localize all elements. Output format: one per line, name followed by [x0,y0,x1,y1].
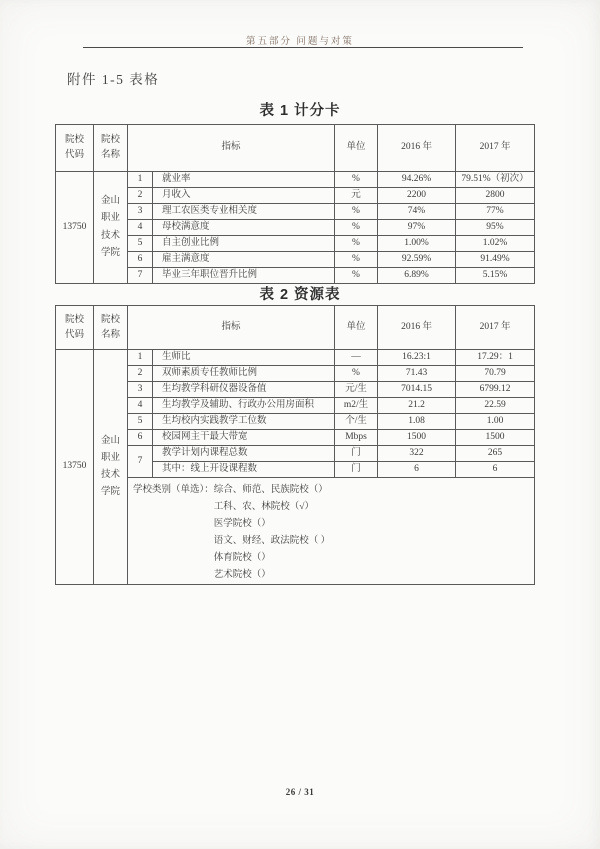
col-header-2017: 2017 年 [456,125,535,172]
indicator-cell: 生均教学科研仪器设备值 [153,382,335,398]
table-row [56,252,535,268]
value-2016-cell: 322 [378,446,456,462]
category-option: 艺术院校（） [213,570,271,580]
value-2016-cell: 97% [378,220,456,236]
value-2017-cell: 95% [456,220,535,236]
value-2016-cell: 94.26% [378,172,456,188]
indicator-cell: 生均校内实践教学工位数 [153,414,335,430]
school-category-options [214,482,330,584]
col-header-2016: 2016 年 [378,125,456,172]
unit-cell: % [335,204,378,220]
col-header-indicator: 指标 [128,125,335,172]
row-number-cell: 3 [128,382,153,398]
category-option: 体育院校（） [213,553,271,563]
value-2016-cell: 92.59% [378,252,456,268]
col-header-2017: 2017 年 [456,306,535,350]
school-category-cell [128,478,535,585]
col-header-college-name: 院校名称 [94,125,128,172]
col-header-college-code: 院校代码 [56,125,94,172]
unit-cell: — [335,350,378,366]
page-header-title: 第五部分 问题与对策 [246,37,354,47]
row-number-cell: 4 [128,398,153,414]
value-2016-cell: 71.43 [378,366,456,382]
indicator-cell: 雇主满意度 [153,252,335,268]
indicator-cell: 双师素质专任教师比例 [153,366,335,382]
college-name-cell: 金山职业技术学院 [94,350,128,585]
table1-title: 表 1 计分卡 [259,103,341,119]
unit-cell: 门 [335,462,378,478]
college-code-cell: 13750 [56,172,94,284]
value-2016-cell: 7014.15 [378,382,456,398]
category-option: 语文、财经、政法院校（ ） [213,536,331,546]
college-code-cell: 13750 [56,350,94,585]
table-header-row [56,306,535,350]
col-header-indicator: 指标 [128,306,335,350]
indicator-cell: 生均教学及辅助、行政办公用房面积 [153,398,335,414]
school-category-row [56,478,535,585]
table-row [56,268,535,284]
table-row [56,414,535,430]
row-number-cell: 7 [128,446,153,478]
table2-title: 表 2 资源表 [259,287,341,303]
value-2017-cell: 70.79 [456,366,535,382]
category-option: 工科、农、林院校（√） [213,502,314,512]
unit-cell: % [335,366,378,382]
value-2016-cell: 6.89% [378,268,456,284]
value-2016-cell: 2200 [378,188,456,204]
college-name-cell: 金山职业技术学院 [94,172,128,284]
row-number-cell: 5 [128,236,153,252]
unit-cell: 个/生 [335,414,378,430]
indicator-cell: 生师比 [153,350,335,366]
value-2016-cell: 1500 [378,430,456,446]
category-option: 综合、师范、民族院校（） [213,485,328,495]
row-number-cell: 2 [128,366,153,382]
col-header-unit: 单位 [335,306,378,350]
table-row [56,382,535,398]
row-number-cell: 1 [128,172,153,188]
value-2016-cell: 1.08 [378,414,456,430]
scorecard-table [55,124,535,284]
indicator-cell: 毕业三年职位晋升比例 [153,268,335,284]
value-2016-cell: 74% [378,204,456,220]
table-row [56,188,535,204]
attachment-label: 附件 1-5 表格 [67,72,160,87]
school-category-block [133,482,530,584]
table-row [56,204,535,220]
table-row [56,236,535,252]
value-2017-cell: 265 [456,446,535,462]
unit-cell: Mbps [335,430,378,446]
value-2016-cell: 21.2 [378,398,456,414]
value-2016-cell: 6 [378,462,456,478]
indicator-cell: 理工农医类专业相关度 [153,204,335,220]
page-number: 26 / 31 [285,787,315,797]
value-2017-cell: 22.59 [456,398,535,414]
value-2017-cell: 91.49% [456,252,535,268]
row-number-cell: 2 [128,188,153,204]
unit-cell: 元/生 [335,382,378,398]
indicator-cell: 母校满意度 [153,220,335,236]
table-header-row [56,125,535,172]
row-number-cell: 5 [128,414,153,430]
unit-cell: % [335,220,378,236]
header-rule [83,47,523,48]
col-header-2016: 2016 年 [378,306,456,350]
unit-cell: 元 [335,188,378,204]
resource-table [55,305,535,585]
table-row [56,350,535,366]
unit-cell: m2/生 [335,398,378,414]
indicator-cell: 其中：线上开设课程数 [153,462,335,478]
row-number-cell: 6 [128,430,153,446]
unit-cell: % [335,172,378,188]
table-row [56,430,535,446]
col-header-college-code: 院校代码 [56,306,94,350]
category-option: 医学院校（） [213,519,271,529]
value-2017-cell: 1.02% [456,236,535,252]
value-2017-cell: 6 [456,462,535,478]
unit-cell: % [335,236,378,252]
indicator-cell: 就业率 [153,172,335,188]
value-2017-cell: 79.51%（初次） [456,172,535,188]
table-row [56,220,535,236]
row-number-cell: 3 [128,204,153,220]
value-2016-cell: 16.23:1 [378,350,456,366]
value-2017-cell: 6799.12 [456,382,535,398]
value-2017-cell: 17.29：1 [456,350,535,366]
table-row [56,398,535,414]
row-number-cell: 7 [128,268,153,284]
indicator-cell: 教学计划内课程总数 [153,446,335,462]
row-number-cell: 1 [128,350,153,366]
col-header-college-name: 院校名称 [94,306,128,350]
table-row [56,172,535,188]
value-2017-cell: 1500 [456,430,535,446]
unit-cell: % [335,268,378,284]
value-2017-cell: 77% [456,204,535,220]
value-2016-cell: 1.00% [378,236,456,252]
row-number-cell: 4 [128,220,153,236]
school-category-label: 学校类别（单选）： [133,485,214,495]
indicator-cell: 校园网主干最大带宽 [153,430,335,446]
table-row [56,446,535,462]
unit-cell: 门 [335,446,378,462]
row-number-cell: 6 [128,252,153,268]
value-2017-cell: 1.00 [456,414,535,430]
value-2017-cell: 5.15% [456,268,535,284]
indicator-cell: 月收入 [153,188,335,204]
col-header-unit: 单位 [335,125,378,172]
unit-cell: % [335,252,378,268]
value-2017-cell: 2800 [456,188,535,204]
indicator-cell: 自主创业比例 [153,236,335,252]
table-row [56,366,535,382]
